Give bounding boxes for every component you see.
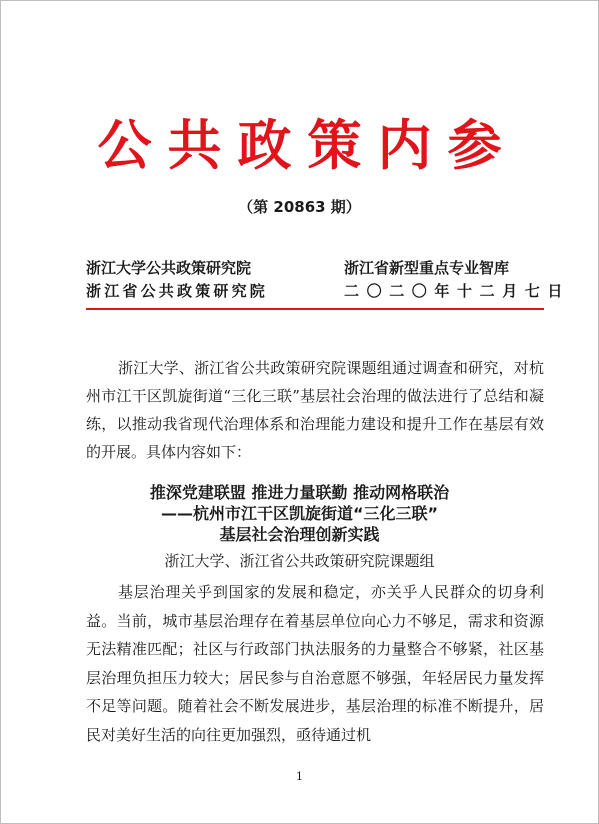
masthead-title: 公共政策内参: [97, 113, 518, 177]
intro-paragraph: [86, 354, 544, 466]
article-body: [86, 578, 544, 749]
body-paragraph: 基层治理关乎到国家的发展和稳定，亦关乎人民群众的切身利益。当前，城市基层治理存在着基层单位向心力不够足，需求和资源无法精准匹配；社区与行政部门执法服务的力量整合不够紧，社区基层治理负担压力较大；居民参与自治意愿不够强，年轻居民力量发挥不足等问题。随着社会不断发展进步，基层治理的标准不断提升，居民对美好生活的向往更加强烈，亟待通过机: [86, 583, 544, 744]
publisher-name: 浙江大学公共政策研究院: [86, 259, 252, 277]
think-tank-label: 浙江省新型重点专业智库: [344, 259, 510, 277]
header-divider: [86, 308, 544, 310]
publisher-name-2: 浙江省公共政策研究院: [86, 282, 269, 300]
intro-text: 浙江大学、浙江省公共政策研究院课题组通过调查和研究，对杭州市江干区凯旋街道“三化三联”基层社会治理的做法进行了总结和凝练，以推动我省现代治理体系和治理能力建设和提升工作在基层有效的开展。具体内容如下：: [86, 359, 544, 461]
article-title-line-3: 基层社会治理创新实践: [219, 525, 380, 544]
issue-number: （第 20863 期）: [238, 198, 361, 216]
article-title: [0, 482, 599, 545]
article-title-line-1: 推深党建联盟 推进力量联勤 推动网格联治: [149, 483, 450, 502]
article-title-line-2: ——杭州市江干区凯旋街道“三化三联”: [160, 504, 439, 523]
article-byline: 浙江大学、浙江省公共政策研究院课题组: [164, 552, 435, 570]
publish-date: 二〇二〇年十二月七日: [344, 282, 571, 300]
page-number: 1: [296, 770, 303, 783]
